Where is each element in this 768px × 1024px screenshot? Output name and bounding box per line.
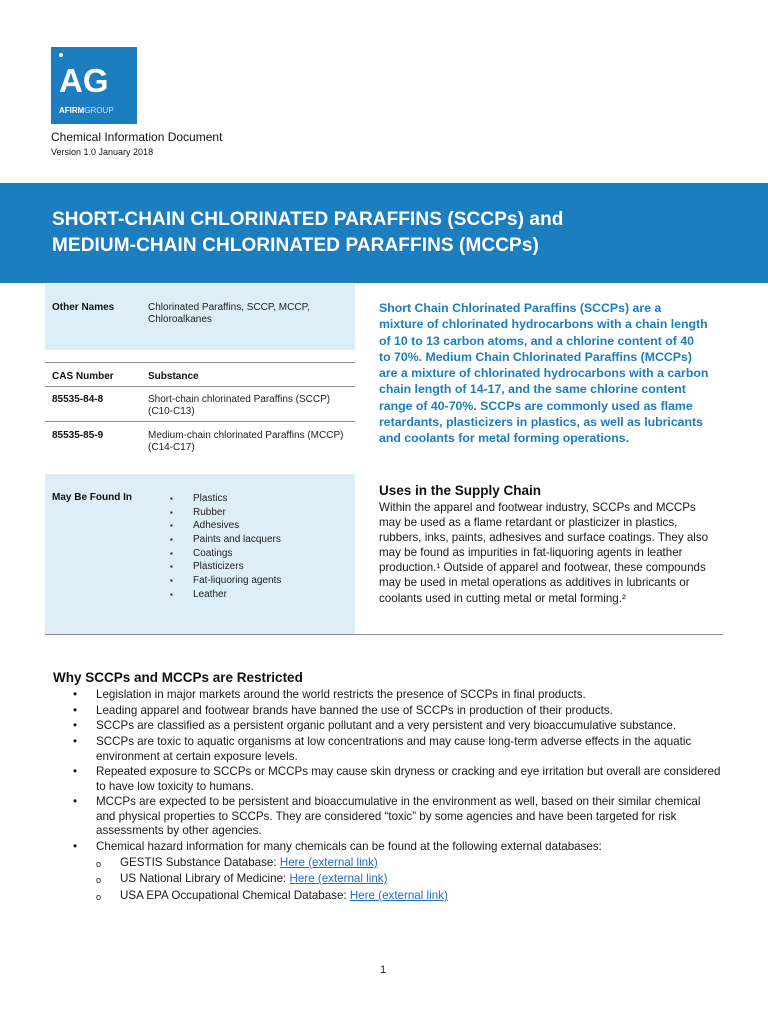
section-divider [45,634,723,635]
database-list [96,856,723,904]
list-item: • Legislation in major markets around the world restricts the presence of SCCPs in final products. [53,688,723,703]
document-type: Chemical Information Document [51,130,223,144]
list-item: ▪ Adhesives [166,519,281,533]
document-version: Version 1.0 January 2018 [51,147,154,157]
database-link[interactable]: Here (external link) [279,855,378,869]
why-list [53,688,723,905]
database-item [96,872,723,887]
logo-brand-bold: AFIRM [59,106,85,115]
may-be-found-label: May Be Found In [52,492,132,503]
logo-mark: AG [59,62,109,99]
title-line-1: SHORT-CHAIN CHLORINATED PARAFFINS (SCCPs) and [52,209,564,230]
database-link[interactable]: Here (external link) [349,888,448,902]
other-names-block [45,284,355,350]
table-rule [45,421,355,422]
page-title [52,207,564,259]
table-rule [45,386,355,387]
other-names-value [148,302,310,326]
table-rule [45,362,355,363]
substance-line-2: (C14-C17) [148,442,195,453]
list-item [53,840,723,903]
uses-text: Within the apparel and footwear industry, SCCPs and MCCPs may be used as a flame retardant or plasticizer in plastics, rubbers, inks, paints, adhesives and surface coatings. They also may be found as impurities in fat-liquoring agents in leather production.¹ Outside of apparel and footwear, these compounds may be used in metal operations as additives in lubricants or coolants used in cutting metal or metal forming.² [379,501,709,605]
database-item [96,889,723,904]
list-item: ▪ Coatings [166,547,281,561]
substance-line-1: Short-chain chlorinated Paraffins (SCCP) [148,394,331,405]
list-item: ▪ Fat-liquoring agents [166,574,281,588]
title-line-2: MEDIUM-CHAIN CHLORINATED PARAFFINS (MCCPs) [52,235,539,256]
why-heading: Why SCCPs and MCCPs are Restricted [53,670,303,685]
afirm-logo [51,47,137,124]
other-names-line-2: Chloroalkanes [148,314,212,325]
database-name: USA EPA Occupational Chemical Database: [120,888,347,902]
list-item-text: Chemical hazard information for many chemicals can be found at the following external databases: [96,840,602,854]
list-item: • SCCPs are classified as a persistent organic pollutant and a very persistent and very bioaccumulative substance. [53,719,723,734]
list-item: • Repeated exposure to SCCPs or MCCPs may cause skin dryness or cracking and eye irritation but overall are considered to have low toxicity to humans. [53,765,723,794]
database-link[interactable]: Here (external link) [289,872,388,886]
uses-heading: Uses in the Supply Chain [379,483,542,498]
cas-header: CAS Number [52,371,114,382]
substance-name [148,394,330,418]
logo-brand [59,106,114,116]
list-item: ▪ Leather [166,588,281,602]
list-item: ▪ Rubber [166,506,281,520]
database-name: GESTIS Substance Database: [120,855,277,869]
database-item [96,856,723,871]
cas-number: 85535-85-9 [52,430,104,441]
list-item: ▪ Paints and lacquers [166,533,281,547]
other-names-line-1: Chlorinated Paraffins, SCCP, MCCP, [148,302,310,313]
list-item: • SCCPs are toxic to aquatic organisms at low concentrations and may cause long-term adverse effects in the aquatic environment at certain exposure levels. [53,735,723,764]
logo-dot [59,53,63,57]
list-item: • MCCPs are expected to be persistent and bioaccumulative in the environment as well, based on their similar chemical and physical properties to SCCPs. They are considered “toxic” by some agencies and have been targeted for risk assessments by other agencies. [53,795,723,839]
substance-line-2: (C10-C13) [148,406,195,417]
substance-header: Substance [148,371,199,382]
logo-brand-light: GROUP [84,106,114,115]
list-item: • Leading apparel and footwear brands have banned the use of SCCPs in production of their products. [53,704,723,719]
substance-line-1: Medium-chain chlorinated Paraffins (MCCP) [148,430,344,441]
title-banner [0,183,768,283]
cas-table [45,362,355,462]
other-names-label: Other Names [52,302,115,313]
cas-number: 85535-84-8 [52,394,104,405]
list-item: ▪ Plasticizers [166,560,281,574]
may-be-found-list [166,492,281,602]
intro-summary: Short Chain Chlorinated Paraffins (SCCPs) are a mixture of chlorinated hydrocarbons with a chain length of 10 to 13 carbon atoms, and a chlorine content of 40 to 70%. Medium Chain Chlorinated Paraffins (MCCPs) are a mixture of chlorinated hydrocarbons with a carbon chain length of 14-17, and the same chlorine content range of 40-70%. SCCPs are commonly used as flame retardants, plasticizers in plastics, as well as lubricants and coolants for metal forming operations. [379,301,709,446]
substance-name [148,430,343,454]
database-name: US National Library of Medicine: [120,872,287,886]
page-number: 1 [380,964,387,976]
list-item: ▪ Plastics [166,492,281,506]
